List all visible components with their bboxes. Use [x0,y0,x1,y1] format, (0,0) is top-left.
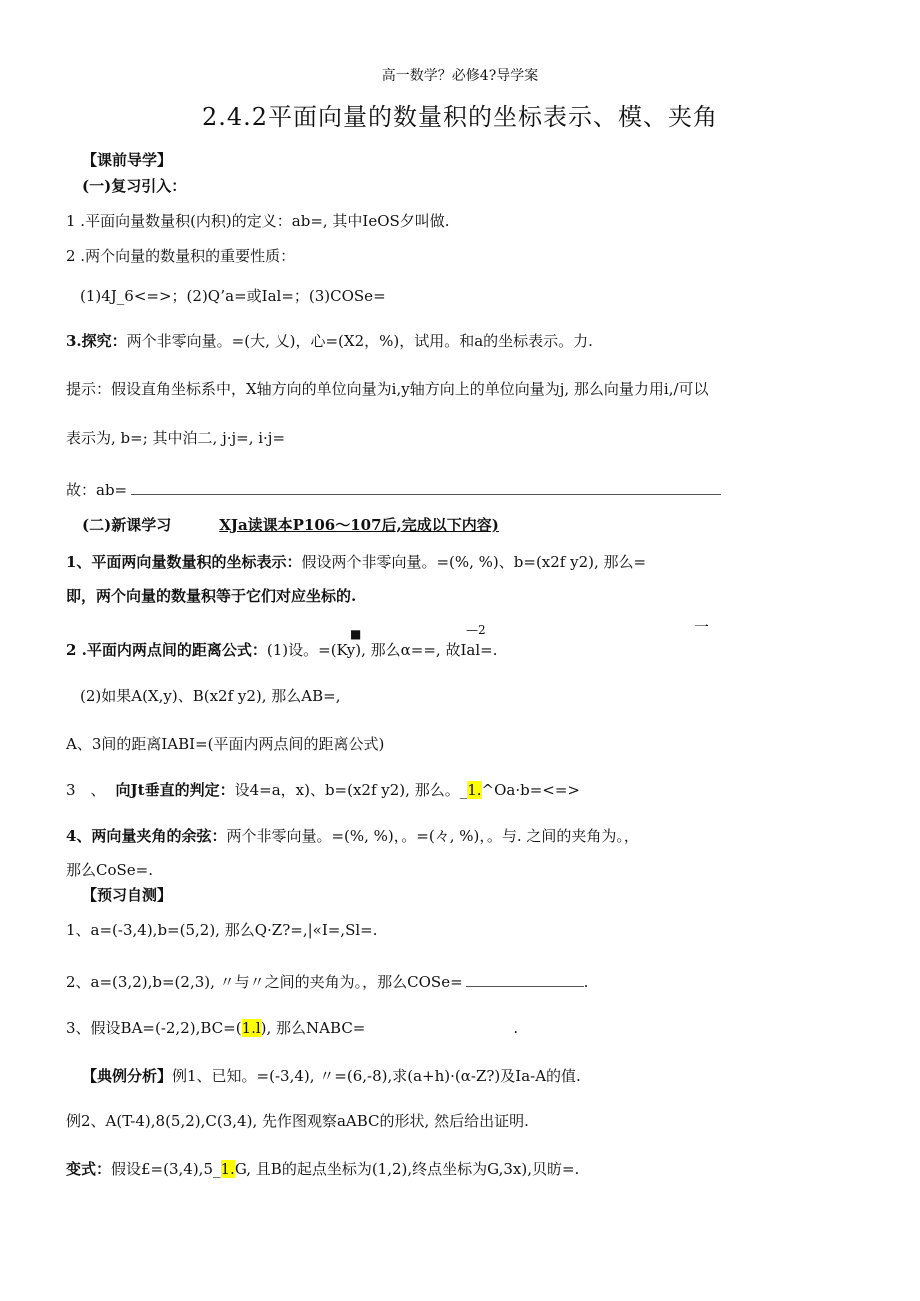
mark-square: ■ [350,627,362,641]
review-item-2: 2 .两个向量的数量积的重要性质： [66,247,296,265]
preview-item-3-text-b: ), 那么NABC= [260,1019,366,1037]
review-item-3: (1)4J_6<=>；(2)Q’a=或Ial=；(3)COSe= [80,287,386,305]
preview-item-2-text: 2、a=(3,2),b=(2,3), 〃与〃之间的夹角为。，那么COSe= [66,973,463,991]
preview-item-3-end: . [513,1019,519,1037]
new-item-2-label: 2 .平面内两点间的距离公式： [66,641,267,659]
variant-text-a: 假设£=(3,4),5_ [111,1160,221,1178]
example-2: 例2、A(T-4),8(5,2),C(3,4), 先作图观察aABC的形状, 然后给出证明. [66,1112,529,1130]
new-lesson-heading [82,515,499,535]
new-item-3-text-a: 设4=a，x)、b=(x2f y2), 那么。_ [234,781,468,799]
preview-item-2-blank [466,970,584,987]
review-item-explore [66,331,593,351]
new-item-4-text: 两个非零向量。=(%, %)，。=(々, %)，。与. 之间的夹角为。， [226,827,639,845]
new-item-4 [66,826,639,846]
therefore-label: 故：ab= [66,481,128,499]
variant-label: 变式： [66,1160,112,1178]
new-item-2c: A、3间的距离IABI=(平面内两点间的距离公式) [66,735,385,753]
preview-item-3-highlight: 1.l [241,1019,261,1037]
example-1-text: 例1、已知。=(-3,4), 〃=(6,-8),求(a+h)·(α-Z?)及Ia-A的值. [172,1067,581,1085]
hint-line-1: 提示：假设直角坐标系中，X轴方向的单位向量为i,y轴方向上的单位向量为j, 那么向量力用i,/可以 [66,380,709,398]
variant-highlight: 1. [220,1160,235,1178]
preview-item-1: 1、a=(-3,4),b=(5,2), 那么Q·Z?=,|«I=,Sl=. [66,921,378,939]
new-item-2b: (2)如果A(X,y)、B(x2f y2), 那么AB=, [80,687,341,705]
therefore-line [66,478,721,500]
new-lesson-label: (二)新课学习 [82,516,172,534]
preview-item-2 [66,970,588,992]
example-1 [82,1066,581,1086]
new-item-1-label: 1、平面两向量数量积的坐标表示： [66,553,302,571]
new-item-3-highlight: 1. [467,781,482,799]
page-title: 2.4.2平面向量的数量积的坐标表示、模、夹角 [201,103,719,131]
review-item-1: 1 .平面向量数量积(内积)的定义：ab=, 其中IeOS夕叫做. [66,212,450,230]
page-header: 高一数学？必修4?导学案 [381,68,539,84]
new-item-1-text: 假设两个非零向量。=(%, %)、b=(x2f y2), 那么= [301,553,647,571]
new-item-4b: 那么CoSe=. [66,861,153,879]
new-item-3 [66,780,580,800]
therefore-blank [131,478,721,495]
new-item-3-number: 3 、 [66,781,106,799]
new-item-2 [66,640,497,660]
preview-item-2-end: . [583,973,589,991]
preview-item-3-text-a: 3、假设BA=(-2,2),BC=( [66,1019,242,1037]
new-item-2-text: (1)设。=(Ky), 那么α==, 故Ial=. [266,641,498,659]
preview-item-3 [66,1018,518,1038]
new-item-3-text-b: ^Oa·b=<=> [481,781,580,799]
mark-dash: 一 [694,618,710,636]
section-pre-class: 【课前导学】 [82,151,173,169]
hint-line-2: 表示为, b=; 其中泊二, j·j=, i·j= [66,429,286,447]
example-analysis-label: 【典例分析】 [82,1067,173,1085]
explore-text: 两个非零向量。=(大, 乂)，心=(X2，%)，试用。和a的坐标表示。力. [126,332,593,350]
new-item-4-label: 4、两向量夹角的余弦： [66,827,227,845]
new-lesson-instruction: XJa读课本P106～107后,完成以下内容) [219,516,499,534]
section-review: (一)复习引入： [82,177,187,195]
explore-label: 3.探究： [66,332,127,350]
variant-text-b: G, 且B的起点坐标为(1,2),终点坐标为G,3x),贝昉=. [234,1160,580,1178]
section-preview-test: 【预习自测】 [82,886,173,904]
new-item-1-note: 即，两个向量的数量积等于它们对应坐标的. [66,587,357,605]
new-item-1 [66,552,646,572]
variant [66,1159,579,1179]
mark-sup: —2 [466,623,486,637]
new-item-3-label: 向Jt垂直的判定： [115,781,235,799]
